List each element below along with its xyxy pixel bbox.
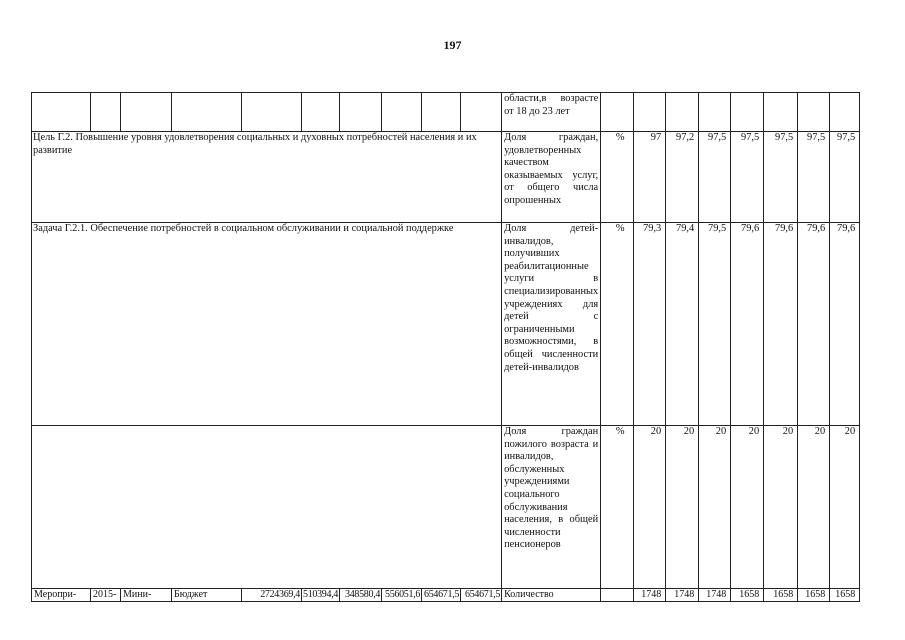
value-cell: 20 [798, 426, 830, 589]
amount-cell: 2724369,4 [242, 589, 302, 602]
value-cell: 20 [764, 426, 798, 589]
value-cell: 1748 [634, 589, 666, 602]
empty-cell [798, 93, 830, 132]
source-cell: Бюджет [172, 589, 242, 602]
indicator-cell: Доля граждан, удовлетворенных качеством оказываемых услуг, от общего числа опрошенных [502, 132, 601, 223]
measure-cell: Меропри- [32, 589, 91, 602]
empty-cell [461, 93, 502, 132]
value-cell: 20 [666, 426, 699, 589]
unit-cell: % [601, 132, 634, 223]
indicator-cell: области,в возрасте от 18 до 23 лет [502, 93, 601, 132]
table-row [32, 589, 860, 602]
value-cell: 97 [634, 132, 666, 223]
empty-cell [32, 93, 91, 132]
value-cell: 20 [699, 426, 731, 589]
empty-cell [382, 93, 422, 132]
table-row [32, 223, 860, 426]
table-row [32, 132, 860, 223]
empty-cell [91, 93, 121, 132]
amount-cell: 654671,5 [461, 589, 502, 602]
empty-cell [830, 93, 860, 132]
amount-cell: 654671,5 [422, 589, 461, 602]
empty-cell [699, 93, 731, 132]
program-indicators-table [31, 92, 860, 602]
value-cell: 97,2 [666, 132, 699, 223]
goal-cell: Цель Г.2. Повышение уровня удовлетворения социальных и духовных потребностей населения и их развитие [32, 132, 502, 223]
value-cell: 1658 [731, 589, 764, 602]
value-cell: 79,6 [830, 223, 860, 426]
value-cell: 79,5 [699, 223, 731, 426]
executor-cell: Мини- [121, 589, 172, 602]
value-cell: 1658 [764, 589, 798, 602]
empty-cell [121, 93, 172, 132]
value-cell: 1748 [666, 589, 699, 602]
amount-cell: 348580,4 [340, 589, 382, 602]
value-cell: 20 [634, 426, 666, 589]
value-cell: 97,5 [699, 132, 731, 223]
empty-cell [731, 93, 764, 132]
indicator-cell: Доля граждан пожилого возраста и инвалидов, обслуженных учреждениями социального обслуживания населения, в общей численности пенсионеров [502, 426, 601, 589]
empty-cell [340, 93, 382, 132]
unit-cell [601, 589, 634, 602]
value-cell: 79,6 [764, 223, 798, 426]
empty-cell [764, 93, 798, 132]
value-cell: 97,5 [764, 132, 798, 223]
value-cell: 1658 [830, 589, 860, 602]
empty-cell [601, 93, 634, 132]
empty-cell [422, 93, 461, 132]
value-cell: 97,5 [830, 132, 860, 223]
value-cell: 20 [731, 426, 764, 589]
value-cell: 79,3 [634, 223, 666, 426]
empty-cell [242, 93, 302, 132]
amount-cell: 556051,6 [382, 589, 422, 602]
value-cell: 97,5 [731, 132, 764, 223]
empty-cell [666, 93, 699, 132]
empty-cell [172, 93, 242, 132]
indicator-cell: Доля детей-инвалидов, получивших реабилитационные услуги в специализированных учреждениях для детей с ограниченными возможностями, в общей численности детей-инвалидов [502, 223, 601, 426]
value-cell: 79,6 [798, 223, 830, 426]
value-cell: 79,6 [731, 223, 764, 426]
unit-cell: % [601, 426, 634, 589]
page-number: 197 [443, 38, 462, 52]
amount-cell: 510394,4 [303, 589, 339, 600]
empty-cell [32, 426, 502, 589]
value-cell: 79,4 [666, 223, 699, 426]
empty-cell [634, 93, 666, 132]
value-cell: 1748 [699, 589, 731, 602]
table-row [32, 426, 860, 589]
table-row [32, 93, 860, 132]
empty-cell [302, 93, 340, 132]
value-cell: 20 [830, 426, 860, 589]
task-cell: Задача Г.2.1. Обеспечение потребностей в социальном обслуживании и социальной поддержке [32, 223, 502, 426]
period-cell: 2015- [91, 589, 121, 602]
value-cell: 97,5 [798, 132, 830, 223]
value-cell: 1658 [798, 589, 830, 602]
unit-cell: % [601, 223, 634, 426]
indicator-cell: Количество [502, 589, 601, 602]
